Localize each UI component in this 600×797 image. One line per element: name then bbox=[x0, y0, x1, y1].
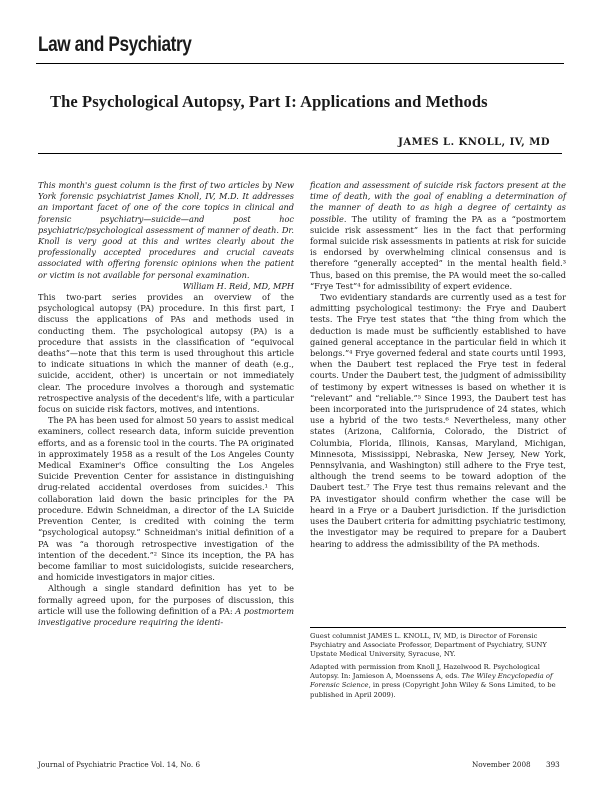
left-column bbox=[38, 180, 294, 628]
header-rule bbox=[36, 63, 564, 64]
right-column bbox=[310, 180, 566, 550]
definition-lead-in: Although a single standard definition has yet to be formally agreed upon, for the purposes of discussion, this article will use the following definition of a PA: bbox=[38, 583, 294, 616]
definition-italic-cont: fication and assessment of suicide risk factors present at the time of death, with the goal of enabling a determination of the manner of death to as high a degree of certainty as possible. bbox=[310, 180, 566, 224]
book-title: The Wiley Encyclopedia of Forensic Science bbox=[310, 672, 553, 690]
definition-italic-start: A postmortem investigative procedure requiring the identi- bbox=[38, 605, 294, 627]
footnotes bbox=[310, 632, 566, 704]
notes-rule bbox=[310, 627, 566, 628]
paragraph-evidentiary: Two evidentiary standards are currently used as a test for admitting psychological testimony: the Frye and Daubert tests. The Frye test states that “the thing from which the deduction is made must be sufficiently established to have gained general acceptance in the particular field in which it belongs.”⁴ Frye governed federal and state courts until 1993, when the Daubert test replaced the Frye test in federal courts. Under the Daubert test, the judgment of admissibility of testimony by expert witnesses is based on whether it is “relevant” and “reliable.”⁵ Since 1993, the Daubert test has been incorporated into the jurisprudence of 24 states, which use a hybrid of the two tests.⁶ Nevertheless, many other states (Arizona, California, Colorado, the District of Columbia, Florida, Illinois, Kansas, Maryland, Michigan, Minnesota, Mississippi, Nebraska, New Jersey, New York, Pennsylvania, and Washington) still adhere to the Frye test, although the trend seems to be toward adoption of the Daubert test.⁷ The Frye test thus remains relevant and the PA investigator should confirm whether the case will be heard in a Frye or a Daubert jurisdiction. If the jurisdiction uses the Daubert criteria for admitting psychiatric testimony, the investigator may be required to prepare for a Daubert hearing to address the admissibility of the PA methods. bbox=[310, 292, 566, 549]
footer-page-number: 393 bbox=[546, 760, 560, 769]
guest-columnist-note: Guest columnist JAMES L. KNOLL, IV, MD, is Director of Forensic Psychiatry and Associate Professor, Department of Psychiatry, SUNY Upstate Medical University, Syracuse, NY. bbox=[310, 632, 547, 659]
editor-note: This month's guest column is the first of two articles by New York forensic psychiatrist James Knoll, IV, M.D. It addresses an important facet of one of the core topics in clinical and forensic psychiatry—suicide—and post hoc psychiatric/psychological assessment of manner of death. Dr. Knoll is very good at this and writes clearly about the professionally accepted procedures and crucial caveats associated with offering forensic opinions when the patient or victim is not available for personal examination. bbox=[38, 180, 294, 280]
footer-date: November 2008 bbox=[472, 760, 531, 769]
definition-rest: The utility of framing the PA as a “postmortem suicide risk assessment” lies in the fact that performing formal suicide risk assessments in patients at risk for suicide is endorsed by overwhelming clinical consensus and is therefore “generally accepted” in the mental health field.³ Thus, based on this premise, the PA would meet the so-called “Frye Test”⁴ for admissibility of expert evidence. bbox=[310, 213, 566, 291]
paragraph-definition-cont bbox=[310, 180, 566, 292]
paragraph-intro: This two-part series provides an overview of the psychological autopsy (PA) procedure. In this first part, I discuss the applications of PAs and methods used in conducting them. The psychological autopsy (PA) is a procedure that assists in the classification of “equivocal deaths”—note that this term is used throughout this article to indicate situations in which the manner of death (e.g., suicide, accident, other) is uncertain or not immediately clear. The procedure involves a thorough and systematic retrospective analysis of the decedent's life, with a particular focus on suicide risk factors, motives, and intentions. bbox=[38, 292, 294, 415]
article-title: The Psychological Autopsy, Part I: Applications and Methods bbox=[50, 92, 488, 111]
paragraph-history: The PA has been used for almost 50 years to assist medical examiners, collect research data, inform suicide prevention efforts, and as a forensic tool in the courts. The PA originated in approximately 1958 as a result of the Los Angeles County Medical Examiner's Office consulting the Los Angeles Suicide Prevention Center for assistance in distinguishing drug-related accidental overdoses from suicides.¹ This collaboration laid down the basic principles for the PA procedure. Edwin Schneidman, a director of the LA Suicide Prevention Center, is credited with coining the term “psychological autopsy.” Schneidman's initial definition of a PA was “a thorough retrospective investigation of the intention of the decedent.”² Since its inception, the PA has become familiar to most suicidologists, suicide researchers, and homicide investigators in major cities. bbox=[38, 415, 294, 583]
footer-journal: Journal of Psychiatric Practice Vol. 14, No. 6 bbox=[38, 760, 201, 769]
paragraph-definition-start bbox=[38, 583, 294, 628]
author-byline: JAMES L. KNOLL, IV, MD bbox=[398, 137, 550, 148]
section-header: Law and Psychiatry bbox=[38, 33, 192, 56]
editor-signature: William H. Reid, MD, MPH bbox=[182, 280, 294, 291]
adaptation-note: Adapted with permission from Knoll J, Hazelwood R. Psychological Autopsy. In: Jamieson A, Moenssens A, eds. The Wiley Encyclopedia of Forensic Science, in press (Copyright John Wiley & Sons Limited, to be published in April 2009). bbox=[310, 663, 556, 699]
byline-rule bbox=[38, 153, 562, 154]
